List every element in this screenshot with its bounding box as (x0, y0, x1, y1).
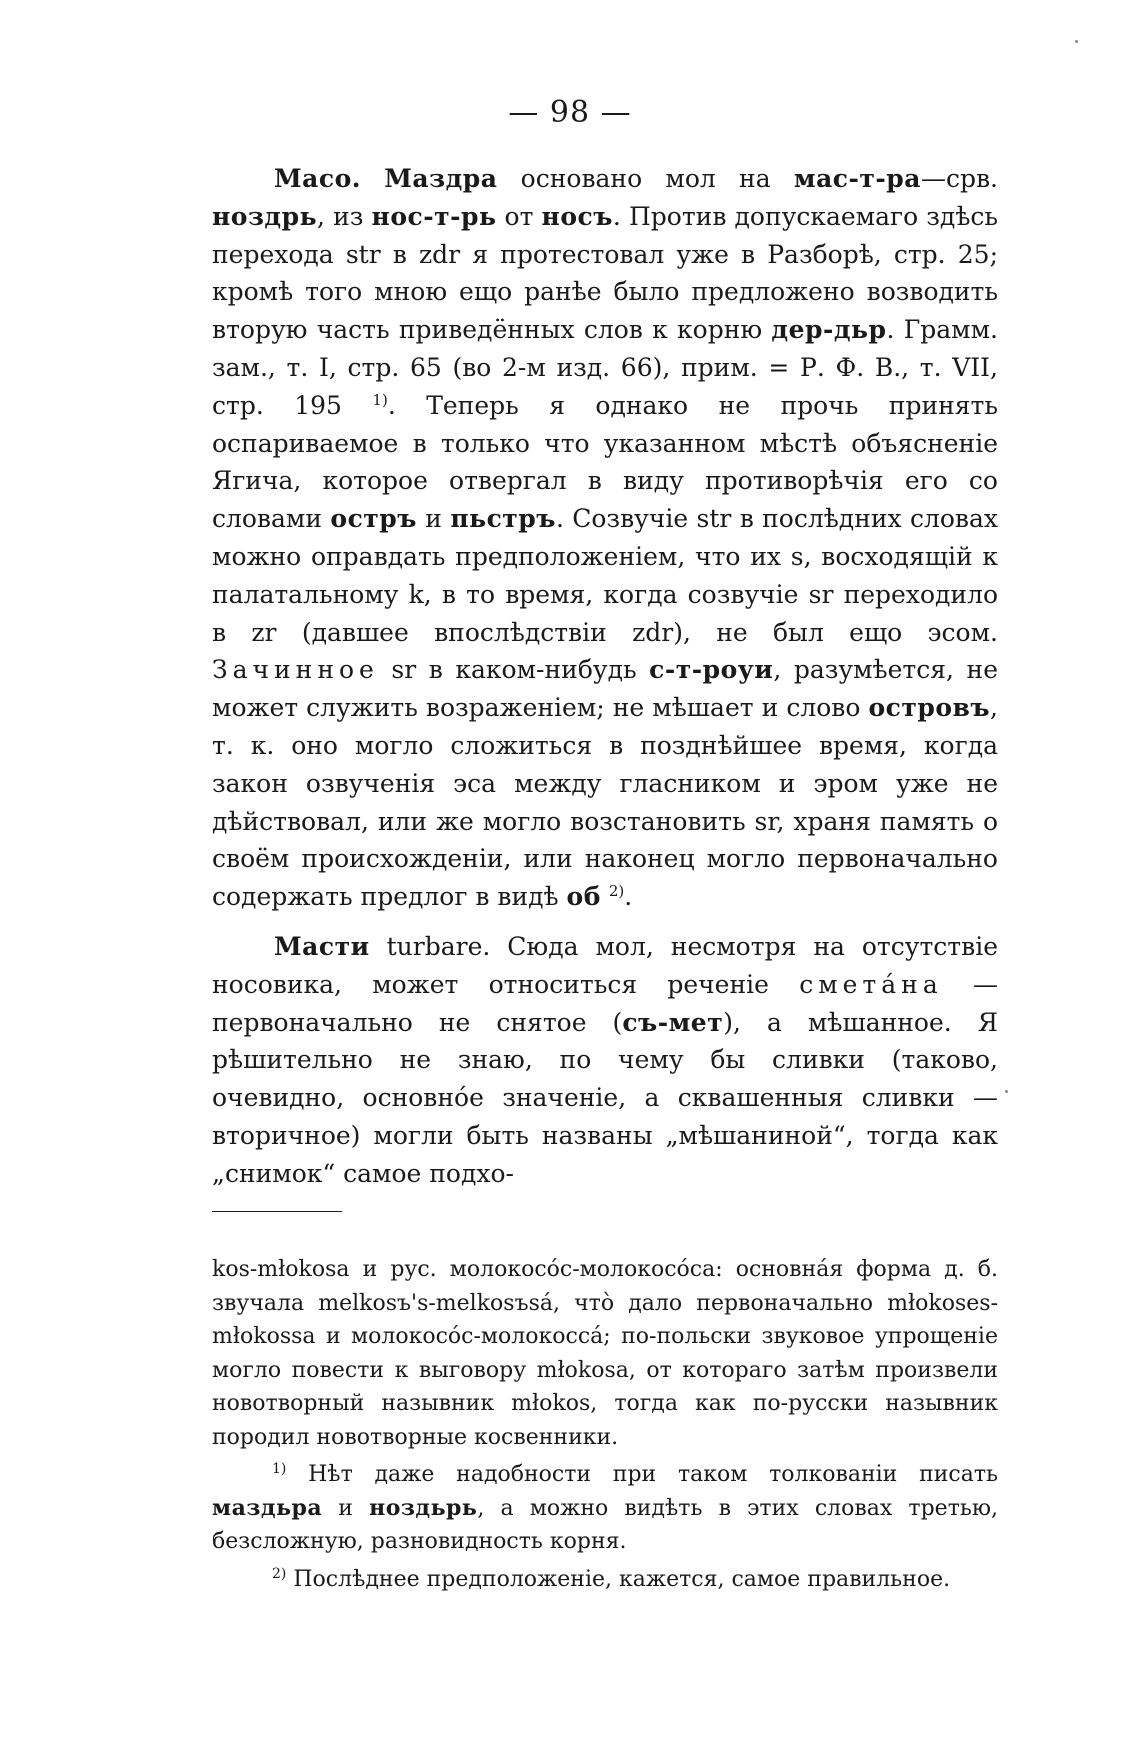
text-run (361, 164, 384, 193)
entry-maso (212, 160, 998, 916)
slavonic-word: ноздрь (212, 201, 318, 231)
spaced-word: сметáна (799, 969, 943, 999)
text-run: , а можно видѣть в этих словах третью, безсложную, разновидность корня. (212, 1495, 998, 1554)
text-run: Послѣднее предположеніе, кажется, самое правильное. (286, 1566, 951, 1592)
text-run: . Теперь я однако не прочь принять оспариваемое в только что указанном мѣстѣ объясненіе Ягича, которое отвергал в виду противорѣчія его со словами (212, 390, 998, 534)
text-run: от (496, 201, 542, 231)
text-run: turbare. Сюда мол, несмотря на отсутствіе носовика, может относиться реченіе (212, 931, 998, 999)
slavonic-word: пьстръ (450, 504, 556, 534)
text-run: и (416, 504, 451, 534)
text-run: основано мол на (497, 164, 794, 193)
slavonic-word: с-т-роуи (649, 655, 774, 685)
text-run: . Грамм. зам., т. I, стр. 65 (во 2-м изд. 66), прим. = Р. Ф. В., т. VII, стр. 195 (212, 315, 998, 420)
text-run: и (322, 1495, 370, 1521)
slavonic-word: об (566, 882, 601, 912)
slavonic-word: нос-т-рь (371, 201, 497, 231)
text-run: . Созвучіе str в послѣдних словах можно оправдать предположеніем, что их s, восходящій к палатальному k, в то время, когда созвучіе sr переходило в zr (давшее впослѣдствіи zdr), не был ещо эсом. (212, 504, 998, 647)
text-run: — первоначально не снятое ( (212, 969, 998, 1037)
slavonic-word: носъ (541, 201, 613, 231)
slavonic-word: мас-т-ра (793, 164, 921, 193)
text-run (601, 882, 609, 911)
text-run: ), а мѣшанное. Я рѣшительно не знаю, по чему бы сливки (таково, очевидно, основнóе значеніе, а сквашенныя сливки — вторичное) могли быть названы „мѣшаниной“, тогда как „снимок“ самое подхо- (212, 1007, 998, 1188)
footnote-1 (212, 1458, 998, 1559)
slavonic-word: съ-мет (622, 1007, 724, 1037)
text-run: , разумѣется, не может служить возраженіем; не мѣшает и слово (212, 655, 998, 723)
slavonic-word: дер-дьр (771, 315, 887, 345)
entry-body (212, 164, 998, 911)
slavonic-word: ноздьрь (369, 1494, 478, 1521)
text-run: —срв. (920, 164, 998, 193)
scan-speck (1075, 40, 1078, 43)
footnote-mark: 2) (272, 1565, 287, 1582)
footnote-mark: 1) (272, 1461, 287, 1477)
scan-speck (1005, 1090, 1008, 1093)
page-number: — 98 — (508, 95, 632, 130)
footnote-body (212, 1462, 998, 1554)
slavonic-word: островъ (868, 693, 991, 723)
entry-headword: Масти (274, 931, 370, 961)
slavonic-word: маздьра (212, 1494, 323, 1521)
entry-headword: Масо. (274, 164, 361, 193)
footnote-body (286, 1567, 950, 1592)
footnote-2 (212, 1563, 998, 1597)
entry-body (212, 932, 998, 1188)
text-run: . Против допускаемаго здѣсь перехода str в zdr я протестовал уже в Разборѣ, стр. 25; кромѣ того мною ещо ранѣе было предложено возводить вторую часть приведённых слов к корню (212, 201, 999, 345)
text-run: , из (317, 201, 372, 231)
footnote-separator (212, 1211, 342, 1212)
text-run: sr в каком-нибудь (378, 655, 650, 685)
footnote-ref: 1) (372, 390, 388, 409)
spaced-word: Зачинное (212, 655, 379, 685)
footnote-continuation: kos-młokosa и рус. молокосóс-молокосóса: основнáя форма д. б. звучала melkosъ's-melkosъsá, что̀ дало первоначально młokoses-młokossa и молокосóс-молокоссá; по-польски звуковое упрощеніе могло повести к выговору młokosa, от котораго затѣм произвели новотворный назывник młokos, тогда как по-русски назывник породил новотворные косвенники. (212, 1257, 998, 1450)
text-run: Нѣт даже надобности при таком толкованіи писать (286, 1462, 998, 1487)
text-run: . (624, 882, 633, 912)
text-run: , т. к. оно могло сложиться в позднѣйшее время, когда закон озвученія эса между гласником и эром уже не дѣйствовал, или же могло возстановить sr, храня память о своём происхожденіи, или наконец могло первоначально содержать предлог в видѣ (212, 693, 998, 912)
main-text (212, 160, 998, 1205)
entry-masti (212, 928, 998, 1193)
footnote-ref: 2) (608, 882, 625, 901)
slavonic-word: Маздра (384, 164, 498, 193)
footnotes (212, 1253, 998, 1600)
slavonic-word: остръ (330, 504, 417, 534)
